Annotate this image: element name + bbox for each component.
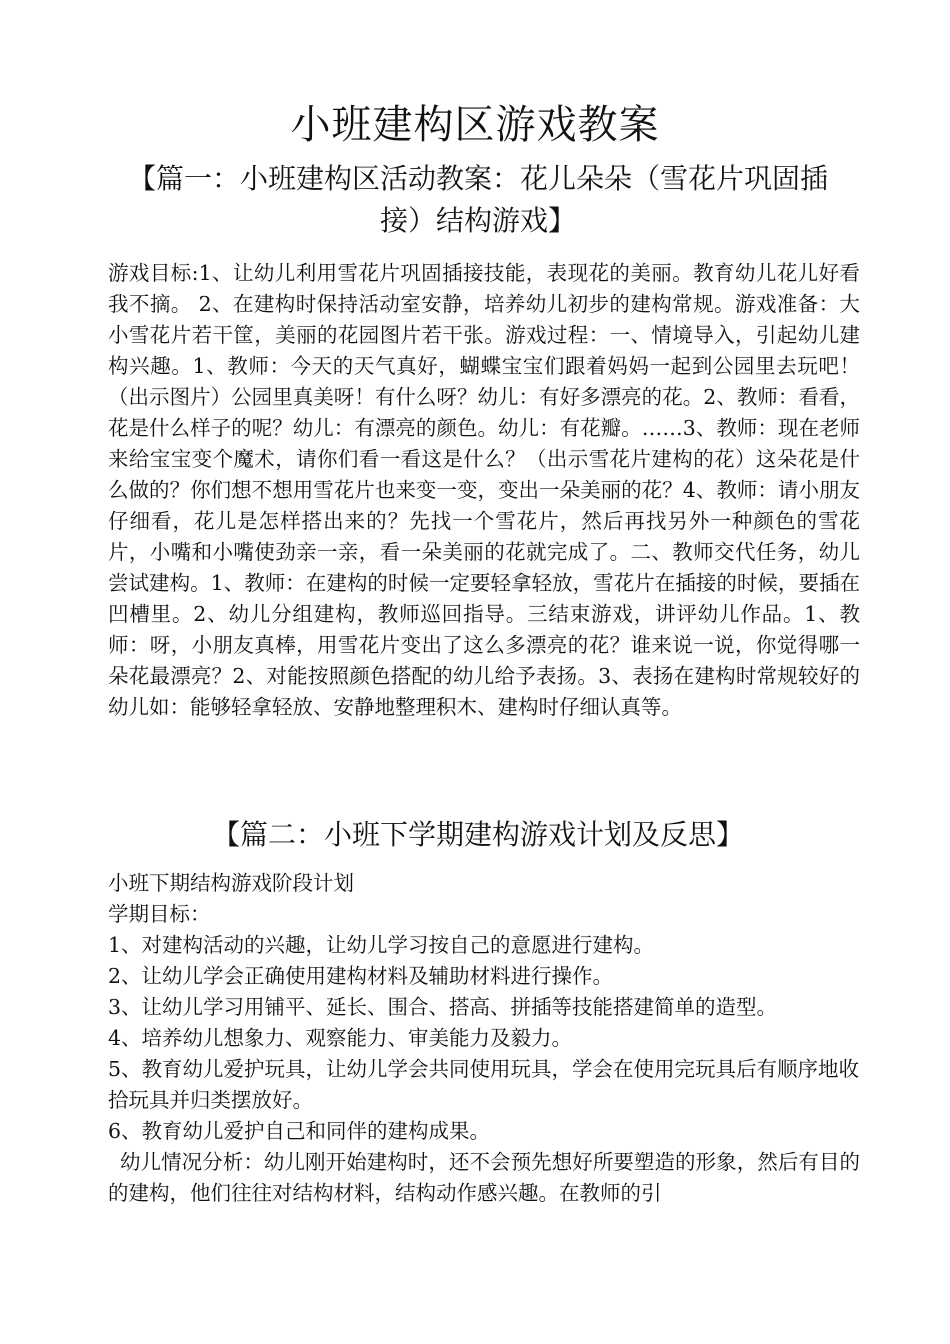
- document-title: 小班建构区游戏教案: [290, 102, 660, 148]
- list-item: 学期目标：: [108, 902, 211, 926]
- list-item: 5、教育幼儿爱护玩具，让幼儿学会共同使用玩具，学会在使用完玩具后有顺序地收拾玩具并归类摆放好。: [108, 1057, 860, 1112]
- section-2-analysis: 幼儿情况分析：幼儿刚开始建构时，还不会预先想好所要塑造的形象，然后有目的的建构，他们往往对结构材料，结构动作感兴趣。在教师的引: [108, 1150, 860, 1205]
- section-1-heading: 【篇一：小班建构区活动教案：花儿朵朵（雪花片巩固插接）结构游戏】: [127, 162, 828, 237]
- list-item: 1、对建构活动的兴趣，让幼儿学习按自己的意愿进行建构。: [108, 933, 655, 957]
- list-item: 6、教育幼儿爱护自己和同伴的建构成果。: [108, 1119, 491, 1143]
- section-2-heading: 【篇二：小班下学期建构游戏计划及反思】: [211, 818, 744, 851]
- section-2-list: [108, 868, 868, 1147]
- section-1-body: 游戏目标:1、让幼儿利用雪花片巩固插接技能，表现花的美丽。教育幼儿花儿好看我不摘。 2、在建构时保持活动室安静，培养幼儿初步的建构常规。游戏准备：大小雪花片若干筐，美丽的花园图片若干张。游戏过程：一、情境导入，引起幼儿建构兴趣。1、教师：今天的天气真好，蝴蝶宝宝们跟着妈妈一起到公园里去玩吧！（出示图片）公园里真美呀！有什么呀？幼儿：有好多漂亮的花。2、教师：看看，花是什么样子的呢？幼儿：有漂亮的颜色。幼儿：有花瓣。……3、教师：现在老师来给宝宝变个魔术，请你们看一看这是什么？（出示雪花片建构的花）这朵花是什么做的？你们想不想用雪花片也来变一变，变出一朵美丽的花？4、教师：请小朋友仔细看，花儿是怎样搭出来的？先找一个雪花片，然后再找另外一种颜色的雪花片，小嘴和小嘴使劲亲一亲，看一朵美丽的花就完成了。二、教师交代任务，幼儿尝试建构。1、教师：在建构的时候一定要轻拿轻放，雪花片在插接的时候，要插在凹槽里。2、幼儿分组建构，教师巡回指导。三结束游戏，讲评幼儿作品。1、教师：呀，小朋友真棒，用雪花片变出了这么多漂亮的花？谁来说一说，你觉得哪一朵花最漂亮？2、对能按照颜色搭配的幼儿给予表扬。3、表扬在建构时常规较好的幼儿如：能够轻拿轻放、安静地整理积木、建构时仔细认真等。: [108, 261, 860, 719]
- list-item: 2、让幼儿学会正确使用建构材料及辅助材料进行操作。: [108, 964, 614, 988]
- list-item: 小班下期结构游戏阶段计划: [108, 871, 354, 895]
- list-item: 4、培养幼儿想象力、观察能力、审美能力及毅力。: [108, 1026, 573, 1050]
- list-item: 3、让幼儿学习用铺平、延长、围合、搭高、拼插等技能搭建简单的造型。: [108, 995, 778, 1019]
